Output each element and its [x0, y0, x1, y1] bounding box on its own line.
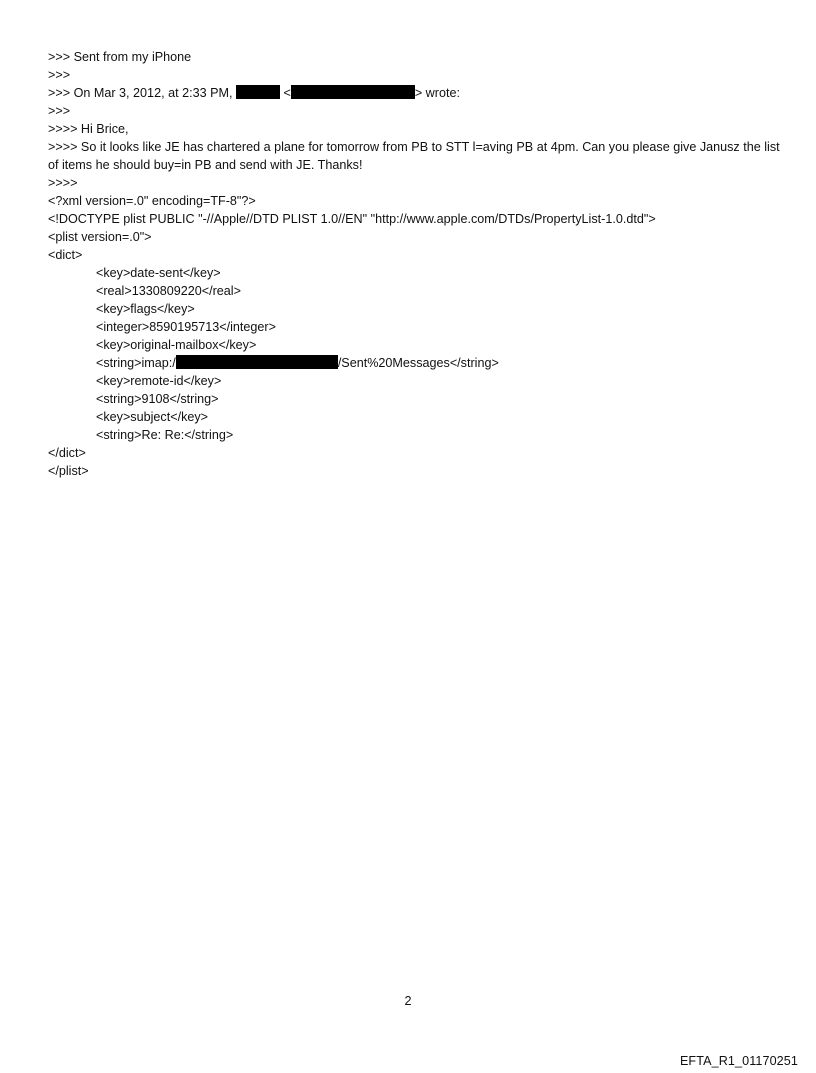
plist-entry: <key>remote-id</key> — [96, 374, 222, 388]
xml-declaration: <?xml version=.0" encoding=TF-8"?> — [48, 194, 256, 208]
email-sent-from-line: >>> Sent from my iPhone — [48, 50, 192, 64]
plist-entry: <key>subject</key> — [96, 410, 209, 424]
plist-entry: <key>original-mailbox</key> — [96, 338, 257, 352]
plist-entry: <key>flags</key> — [96, 302, 195, 316]
email-greeting: >>>> Hi Brice, — [48, 122, 129, 136]
mailbox-prefix: <string>imap:/ — [96, 356, 176, 370]
plist-open-tag: <plist version=.0"> — [48, 230, 152, 244]
attribution-suffix: > wrote: — [414, 86, 460, 100]
email-attribution-line — [48, 84, 788, 102]
redacted-mailbox-path — [176, 355, 338, 369]
plist-entry-mailbox — [48, 354, 788, 372]
bates-number: EFTA_R1_01170251 — [679, 1054, 798, 1068]
plist-entry: <string>Re: Re:</string> — [96, 428, 234, 442]
plist-entry: <string>9108</string> — [96, 392, 219, 406]
attribution-mid: < — [279, 86, 291, 100]
document-body — [48, 48, 788, 480]
attribution-prefix: >>> On Mar 3, 2012, at 2:33 PM, — [48, 86, 236, 100]
email-quote-line: >>>> — [48, 176, 78, 190]
mailbox-suffix: /Sent%20Messages</string> — [337, 356, 499, 370]
redacted-sender-name — [236, 85, 280, 99]
dict-open-tag: <dict> — [48, 248, 83, 262]
email-quote-line: >>> — [48, 68, 71, 82]
plist-doctype: <!DOCTYPE plist PUBLIC "-//Apple//DTD PLIST 1.0//EN" "http://www.apple.com/DTDs/PropertyList-1.0.dtd"> — [48, 212, 656, 226]
email-message-body: >>>> So it looks like JE has chartered a plane for tomorrow from PB to STT l=aving PB at 4pm. Can you please give Janusz the list of items he should buy=in PB and send with JE. Thanks! — [48, 140, 780, 172]
plist-entry: <integer>8590195713</integer> — [96, 320, 276, 334]
email-quote-line: >>> — [48, 104, 71, 118]
redacted-sender-email — [291, 85, 415, 99]
plist-entry: <real>1330809220</real> — [96, 284, 241, 298]
plist-close-tag: </plist> — [48, 464, 89, 478]
dict-close-tag: </dict> — [48, 446, 86, 460]
plist-entry: <key>date-sent</key> — [96, 266, 221, 280]
page-number: 2 — [404, 994, 412, 1008]
